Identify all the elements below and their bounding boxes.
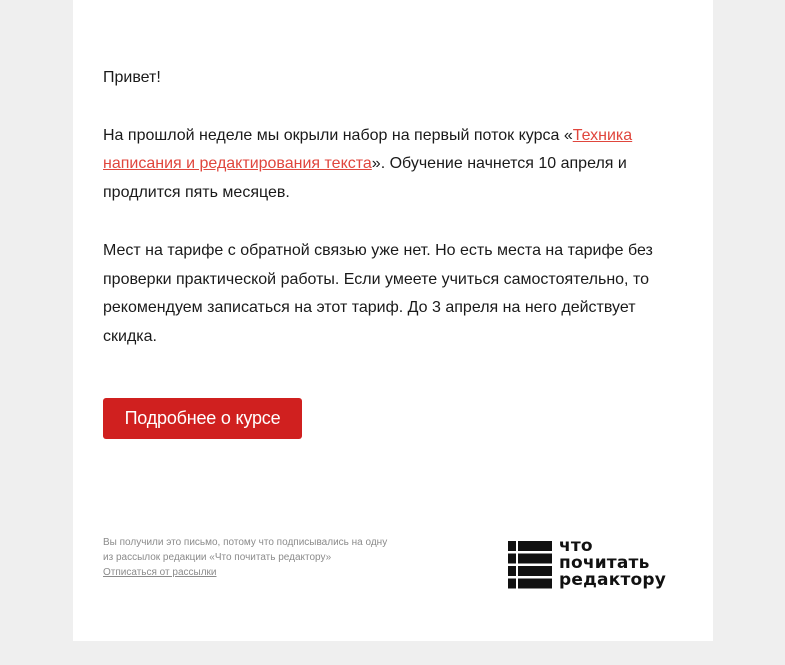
- paragraph-text: На прошлой неделе мы окрыли набор на первый поток курса «: [103, 126, 573, 144]
- email-body: [103, 64, 663, 352]
- paragraph-text: ». Обучение начнется 10 апреля и продлится пять месяцев.: [103, 155, 627, 202]
- course-link[interactable]: Техника написания и редактирования текста: [103, 126, 633, 173]
- unsubscribe-link[interactable]: Отписаться от рассылки: [103, 567, 217, 578]
- logo-line-2: почитать: [559, 553, 650, 573]
- brand-logo[interactable]: [508, 536, 686, 591]
- paragraph-course-announcement: [103, 122, 663, 208]
- course-details-button[interactable]: Подробнее о курсе: [103, 398, 302, 439]
- email-card: [73, 0, 713, 641]
- greeting: Привет!: [103, 69, 161, 86]
- subscription-reason: Вы получили это письмо, потому что подписывались на одну из рассылок редакции «Что почитать редактору»: [103, 537, 388, 563]
- logo-line-1: что: [559, 536, 593, 556]
- paragraph-tariff-info: Мест на тарифе с обратной связью уже нет. Но есть места на тарифе без проверки практической работы. Если умеете учиться самостоятельно, то рекомендуем записаться на этот тариф. До 3 апреля на него действует скидка.: [103, 241, 653, 345]
- logo-wordmark: [559, 538, 666, 589]
- footer-note: [103, 535, 393, 580]
- logo-line-3: редактору: [559, 570, 667, 590]
- stacked-bars-icon: [508, 541, 552, 589]
